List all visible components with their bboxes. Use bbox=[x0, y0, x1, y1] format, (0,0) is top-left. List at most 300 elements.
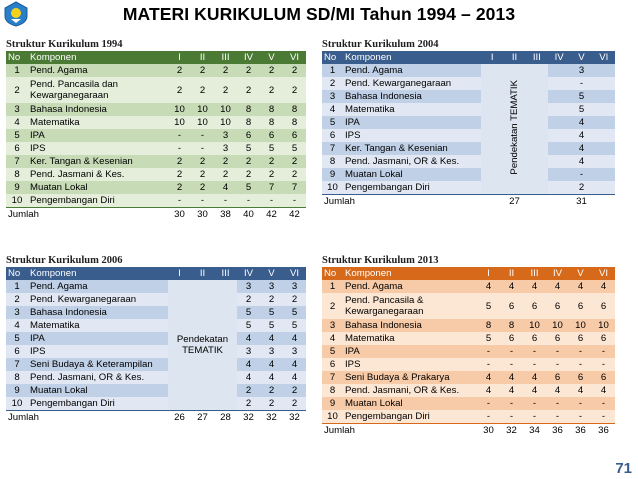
row-value: 8 bbox=[283, 116, 306, 129]
row-value: 4 bbox=[569, 384, 592, 397]
row-no: 4 bbox=[6, 116, 28, 129]
row-value: - bbox=[523, 358, 546, 371]
header-ii: II bbox=[500, 267, 523, 280]
row-komponen: Pengembangan Diri bbox=[343, 410, 477, 424]
row-value: - bbox=[569, 358, 592, 371]
row-value: - bbox=[191, 142, 214, 155]
table-row bbox=[6, 181, 306, 194]
row-value: 4 bbox=[477, 280, 500, 293]
table-row bbox=[6, 371, 306, 384]
header-i: I bbox=[481, 51, 503, 64]
row-value: 10 bbox=[191, 103, 214, 116]
panel-title: Struktur Kurikulum 1994 bbox=[6, 39, 123, 50]
header-ii: II bbox=[191, 267, 214, 280]
header-i: I bbox=[477, 267, 500, 280]
row-no: 2 bbox=[322, 293, 343, 319]
table-row bbox=[6, 397, 306, 411]
row-komponen: Ker. Tangan & Kesenian bbox=[343, 142, 481, 155]
header-iv: IV bbox=[546, 267, 569, 280]
header-v: V bbox=[569, 267, 592, 280]
row-value: 2 bbox=[283, 397, 306, 411]
row-value: 4 bbox=[237, 332, 260, 345]
header-i: I bbox=[168, 51, 191, 64]
row-value: 2 bbox=[191, 64, 214, 77]
table-row bbox=[6, 306, 306, 319]
row-value: 4 bbox=[500, 280, 523, 293]
row-no: 3 bbox=[322, 90, 343, 103]
table-row bbox=[322, 168, 615, 181]
header-iv: IV bbox=[548, 51, 570, 64]
table-row bbox=[322, 181, 615, 195]
row-value: 2 bbox=[214, 64, 237, 77]
header-iii: III bbox=[523, 267, 546, 280]
row-no: 5 bbox=[6, 129, 28, 142]
row-value: 2 bbox=[168, 77, 191, 103]
row-value: 6 bbox=[546, 332, 569, 345]
row-no: 10 bbox=[6, 194, 28, 208]
row-value: 3 bbox=[283, 280, 306, 293]
row-value: 5 bbox=[477, 332, 500, 345]
panel-kurikulum-2004 bbox=[322, 38, 615, 208]
row-value: 2 bbox=[237, 293, 260, 306]
row-no: 6 bbox=[6, 142, 28, 155]
table-kurikulum-2006 bbox=[6, 267, 306, 424]
table-row bbox=[322, 129, 615, 142]
total-value: 32 bbox=[283, 411, 306, 425]
row-value: 5 bbox=[283, 142, 306, 155]
row-value: - bbox=[523, 345, 546, 358]
total-value: 30 bbox=[191, 208, 214, 222]
row-value: 4 bbox=[548, 129, 615, 142]
row-value: 6 bbox=[546, 371, 569, 384]
row-value: 5 bbox=[237, 181, 260, 194]
total-value: 36 bbox=[546, 424, 569, 438]
row-no: 1 bbox=[6, 280, 28, 293]
row-value: 5 bbox=[548, 103, 615, 116]
row-no: 6 bbox=[322, 358, 343, 371]
row-no: 6 bbox=[6, 345, 28, 358]
row-no: 8 bbox=[322, 384, 343, 397]
total-label: Jumlah bbox=[322, 424, 477, 438]
row-value: - bbox=[523, 397, 546, 410]
table-row bbox=[322, 77, 615, 90]
row-komponen: Pend. Agama bbox=[343, 280, 477, 293]
row-value: - bbox=[592, 345, 615, 358]
row-value: 6 bbox=[500, 293, 523, 319]
table-row bbox=[6, 77, 306, 103]
row-value: 3 bbox=[214, 142, 237, 155]
table-row bbox=[6, 293, 306, 306]
header-v: V bbox=[570, 51, 592, 64]
page-title: MATERI KURIKULUM SD/MI Tahun 1994 – 2013 bbox=[122, 4, 516, 24]
row-no: 1 bbox=[322, 280, 343, 293]
row-value: - bbox=[477, 345, 500, 358]
row-value: 4 bbox=[569, 280, 592, 293]
total-value: 30 bbox=[477, 424, 500, 438]
row-no: 3 bbox=[6, 306, 28, 319]
total-value: 27 bbox=[481, 195, 548, 209]
total-value: 40 bbox=[237, 208, 260, 222]
row-value: - bbox=[500, 358, 523, 371]
row-komponen: IPA bbox=[28, 332, 168, 345]
row-value: 2 bbox=[237, 64, 260, 77]
total-value: 42 bbox=[260, 208, 283, 222]
row-no: 2 bbox=[6, 77, 28, 103]
row-value: - bbox=[592, 397, 615, 410]
row-value: 2 bbox=[283, 155, 306, 168]
table-row bbox=[322, 142, 615, 155]
row-value: 4 bbox=[214, 181, 237, 194]
row-value: 10 bbox=[569, 319, 592, 332]
header-i: I bbox=[168, 267, 191, 280]
table-row bbox=[322, 319, 615, 332]
row-value: 2 bbox=[237, 168, 260, 181]
panel-title: Struktur Kurikulum 2013 bbox=[322, 255, 439, 266]
row-value: 8 bbox=[237, 116, 260, 129]
total-value: 28 bbox=[214, 411, 237, 425]
row-no: 7 bbox=[322, 371, 343, 384]
table-row bbox=[6, 384, 306, 397]
row-value: - bbox=[546, 410, 569, 424]
row-value: 2 bbox=[237, 155, 260, 168]
row-value: - bbox=[477, 358, 500, 371]
total-value: 30 bbox=[168, 208, 191, 222]
row-value: 3 bbox=[237, 280, 260, 293]
row-value: 6 bbox=[283, 129, 306, 142]
row-value: 6 bbox=[569, 293, 592, 319]
row-value: 10 bbox=[214, 103, 237, 116]
row-value: 10 bbox=[168, 116, 191, 129]
row-value: - bbox=[283, 194, 306, 208]
row-value: 4 bbox=[523, 371, 546, 384]
row-no: 2 bbox=[322, 77, 343, 90]
row-value: 4 bbox=[592, 280, 615, 293]
table-row bbox=[322, 103, 615, 116]
row-value: 4 bbox=[260, 358, 283, 371]
row-komponen: Pengembangan Diri bbox=[28, 397, 168, 411]
row-value: 5 bbox=[260, 319, 283, 332]
row-value: 7 bbox=[283, 181, 306, 194]
row-value: 4 bbox=[260, 371, 283, 384]
total-label: Jumlah bbox=[6, 411, 168, 425]
row-komponen: Pend. Jasmani & Kes. bbox=[28, 168, 168, 181]
row-komponen: Pengembangan Diri bbox=[343, 181, 481, 195]
row-value: 4 bbox=[283, 332, 306, 345]
header-komponen: Komponen bbox=[343, 51, 481, 64]
header-komponen: Komponen bbox=[28, 267, 168, 280]
row-value: 2 bbox=[168, 64, 191, 77]
row-value: 2 bbox=[260, 293, 283, 306]
row-value: 5 bbox=[237, 142, 260, 155]
row-value: - bbox=[477, 397, 500, 410]
row-no: 9 bbox=[322, 168, 343, 181]
table-row bbox=[322, 90, 615, 103]
table-kurikulum-2004 bbox=[322, 51, 615, 208]
row-komponen: IPS bbox=[343, 129, 481, 142]
row-value: 2 bbox=[548, 181, 615, 195]
row-value: - bbox=[592, 410, 615, 424]
row-komponen: IPA bbox=[28, 129, 168, 142]
page-number: 71 bbox=[615, 460, 632, 477]
thematic-merged-cell bbox=[481, 64, 548, 195]
row-value: 4 bbox=[548, 155, 615, 168]
row-komponen: Pend. Kewarganegaraan bbox=[28, 293, 168, 306]
table-row bbox=[6, 332, 306, 345]
total-row bbox=[322, 424, 615, 438]
row-value: - bbox=[237, 194, 260, 208]
row-value: 2 bbox=[191, 181, 214, 194]
row-value: 3 bbox=[260, 345, 283, 358]
row-no: 2 bbox=[6, 293, 28, 306]
row-no: 3 bbox=[6, 103, 28, 116]
row-value: 10 bbox=[214, 116, 237, 129]
table-row bbox=[6, 319, 306, 332]
row-komponen: Muatan Lokal bbox=[28, 384, 168, 397]
table-row bbox=[6, 64, 306, 77]
row-value: 5 bbox=[237, 306, 260, 319]
row-value: 4 bbox=[500, 384, 523, 397]
row-komponen: IPS bbox=[343, 358, 477, 371]
row-value: 2 bbox=[191, 77, 214, 103]
row-value: 2 bbox=[283, 293, 306, 306]
total-row bbox=[6, 411, 306, 425]
row-value: 3 bbox=[548, 64, 615, 77]
header-no: No bbox=[6, 51, 28, 64]
row-value: 5 bbox=[283, 306, 306, 319]
row-value: - bbox=[168, 194, 191, 208]
table-row bbox=[6, 116, 306, 129]
table-row bbox=[322, 155, 615, 168]
row-value: 8 bbox=[260, 103, 283, 116]
row-value: 2 bbox=[260, 168, 283, 181]
header-vi: VI bbox=[283, 267, 306, 280]
panel-kurikulum-2013 bbox=[322, 254, 615, 437]
thematic-merged-cell: Pendekatan TEMATIK bbox=[168, 280, 237, 411]
row-komponen: Pend. Jasmani, OR & Kes. bbox=[28, 371, 168, 384]
row-value: 8 bbox=[260, 116, 283, 129]
total-label: Jumlah bbox=[6, 208, 168, 222]
table-row bbox=[322, 358, 615, 371]
row-value: 7 bbox=[260, 181, 283, 194]
row-komponen: IPS bbox=[28, 345, 168, 358]
total-value: 32 bbox=[237, 411, 260, 425]
row-value: 8 bbox=[283, 103, 306, 116]
row-value: 10 bbox=[168, 103, 191, 116]
header-komponen: Komponen bbox=[28, 51, 168, 64]
header-ii: II bbox=[503, 51, 525, 64]
row-no: 9 bbox=[6, 181, 28, 194]
row-value: 10 bbox=[523, 319, 546, 332]
row-value: - bbox=[592, 358, 615, 371]
row-value: - bbox=[191, 129, 214, 142]
row-value: 4 bbox=[237, 371, 260, 384]
row-value: 2 bbox=[168, 168, 191, 181]
row-value: 2 bbox=[237, 384, 260, 397]
row-no: 7 bbox=[322, 142, 343, 155]
row-value: 2 bbox=[260, 384, 283, 397]
row-value: 2 bbox=[214, 77, 237, 103]
row-value: 2 bbox=[260, 77, 283, 103]
row-value: 2 bbox=[168, 181, 191, 194]
header-ii: II bbox=[191, 51, 214, 64]
row-value: 5 bbox=[283, 319, 306, 332]
row-komponen: Matematika bbox=[28, 116, 168, 129]
row-komponen: IPA bbox=[343, 345, 477, 358]
row-komponen: IPA bbox=[343, 116, 481, 129]
row-value: 3 bbox=[237, 345, 260, 358]
header-no: No bbox=[322, 267, 343, 280]
row-no: 4 bbox=[6, 319, 28, 332]
row-no: 8 bbox=[6, 168, 28, 181]
row-komponen: Bahasa Indonesia bbox=[28, 306, 168, 319]
table-row bbox=[6, 280, 306, 293]
row-value: - bbox=[548, 168, 615, 181]
row-no: 10 bbox=[322, 410, 343, 424]
row-value: 6 bbox=[592, 332, 615, 345]
row-no: 3 bbox=[322, 319, 343, 332]
row-value: - bbox=[500, 345, 523, 358]
row-value: 8 bbox=[477, 319, 500, 332]
total-row bbox=[6, 208, 306, 222]
row-value: 4 bbox=[523, 384, 546, 397]
total-value: 32 bbox=[260, 411, 283, 425]
row-value: 2 bbox=[237, 77, 260, 103]
row-value: 2 bbox=[191, 155, 214, 168]
row-value: - bbox=[546, 345, 569, 358]
row-value: 4 bbox=[546, 384, 569, 397]
header-iii: III bbox=[526, 51, 548, 64]
header-v: V bbox=[260, 51, 283, 64]
row-komponen: Matematika bbox=[343, 332, 477, 345]
row-komponen: Bahasa Indonesia bbox=[343, 90, 481, 103]
row-value: - bbox=[168, 129, 191, 142]
panel-title: Struktur Kurikulum 2006 bbox=[6, 255, 123, 266]
table-row bbox=[322, 397, 615, 410]
row-no: 1 bbox=[322, 64, 343, 77]
row-value: 8 bbox=[500, 319, 523, 332]
row-no: 7 bbox=[6, 358, 28, 371]
row-value: 6 bbox=[569, 332, 592, 345]
row-value: 6 bbox=[237, 129, 260, 142]
header-iii: III bbox=[214, 51, 237, 64]
table-row bbox=[322, 410, 615, 424]
total-value: 38 bbox=[214, 208, 237, 222]
row-no: 10 bbox=[322, 181, 343, 195]
row-value: - bbox=[569, 345, 592, 358]
row-value: 10 bbox=[592, 319, 615, 332]
row-value: 5 bbox=[260, 306, 283, 319]
header-vi: VI bbox=[592, 267, 615, 280]
row-value: 4 bbox=[523, 280, 546, 293]
table-row bbox=[6, 194, 306, 208]
row-value: 2 bbox=[214, 155, 237, 168]
total-value: 31 bbox=[548, 195, 615, 209]
row-value: 4 bbox=[548, 116, 615, 129]
row-komponen: Pend. Pancasila & Kewarganegaraan bbox=[343, 293, 477, 319]
table-row bbox=[322, 384, 615, 397]
total-value: 34 bbox=[523, 424, 546, 438]
row-value: 6 bbox=[523, 332, 546, 345]
row-komponen: Bahasa Indonesia bbox=[28, 103, 168, 116]
total-value: 42 bbox=[283, 208, 306, 222]
row-value: 4 bbox=[283, 371, 306, 384]
row-komponen: Bahasa Indonesia bbox=[343, 319, 477, 332]
row-value: 5 bbox=[260, 142, 283, 155]
row-value: 2 bbox=[237, 397, 260, 411]
row-value: - bbox=[569, 397, 592, 410]
header-komponen: Komponen bbox=[343, 267, 477, 280]
row-value: 6 bbox=[569, 371, 592, 384]
row-komponen: Pend. Agama bbox=[28, 64, 168, 77]
row-value: - bbox=[546, 397, 569, 410]
header-iv: IV bbox=[237, 51, 260, 64]
total-value: 27 bbox=[191, 411, 214, 425]
total-label: Jumlah bbox=[322, 195, 481, 209]
thematic-label: Pendekatan TEMATIK bbox=[508, 80, 520, 175]
row-komponen: Matematika bbox=[343, 103, 481, 116]
total-value: 36 bbox=[569, 424, 592, 438]
row-value: 2 bbox=[283, 168, 306, 181]
panel-kurikulum-2006 bbox=[6, 254, 306, 424]
row-komponen: Pend. Pancasila dan Kewarganegaraan bbox=[28, 77, 168, 103]
header-iii: III bbox=[214, 267, 237, 280]
row-value: 2 bbox=[283, 77, 306, 103]
row-value: 6 bbox=[592, 371, 615, 384]
row-value: - bbox=[500, 410, 523, 424]
row-value: 8 bbox=[237, 103, 260, 116]
total-row bbox=[322, 195, 615, 209]
row-value: 2 bbox=[283, 64, 306, 77]
row-no: 5 bbox=[322, 116, 343, 129]
row-komponen: Muatan Lokal bbox=[343, 397, 477, 410]
row-no: 5 bbox=[6, 332, 28, 345]
row-value: 6 bbox=[500, 332, 523, 345]
row-komponen: IPS bbox=[28, 142, 168, 155]
row-komponen: Seni Budaya & Prakarya bbox=[343, 371, 477, 384]
row-value: - bbox=[500, 397, 523, 410]
row-value: 2 bbox=[260, 155, 283, 168]
row-value: - bbox=[477, 410, 500, 424]
header-vi: VI bbox=[283, 51, 306, 64]
row-value: 4 bbox=[477, 371, 500, 384]
row-value: 5 bbox=[548, 90, 615, 103]
table-row bbox=[6, 168, 306, 181]
table-row bbox=[322, 371, 615, 384]
row-value: 6 bbox=[592, 293, 615, 319]
row-no: 6 bbox=[322, 129, 343, 142]
row-value: 6 bbox=[260, 129, 283, 142]
row-komponen: Pend. Jasmani, OR & Kes. bbox=[343, 155, 481, 168]
table-row bbox=[6, 155, 306, 168]
row-komponen: Muatan Lokal bbox=[343, 168, 481, 181]
row-value: 4 bbox=[548, 142, 615, 155]
row-komponen: Seni Budaya & Keterampilan bbox=[28, 358, 168, 371]
row-komponen: Pend. Agama bbox=[343, 64, 481, 77]
table-kurikulum-1994 bbox=[6, 51, 306, 221]
table-row bbox=[6, 142, 306, 155]
row-value: 2 bbox=[260, 64, 283, 77]
row-komponen: Ker. Tangan & Kesenian bbox=[28, 155, 168, 168]
row-value: - bbox=[548, 77, 615, 90]
row-no: 8 bbox=[6, 371, 28, 384]
row-value: - bbox=[214, 194, 237, 208]
header-no: No bbox=[322, 51, 343, 64]
row-no: 1 bbox=[6, 64, 28, 77]
row-no: 4 bbox=[322, 103, 343, 116]
row-value: 2 bbox=[168, 155, 191, 168]
row-value: 5 bbox=[237, 319, 260, 332]
row-value: - bbox=[546, 358, 569, 371]
